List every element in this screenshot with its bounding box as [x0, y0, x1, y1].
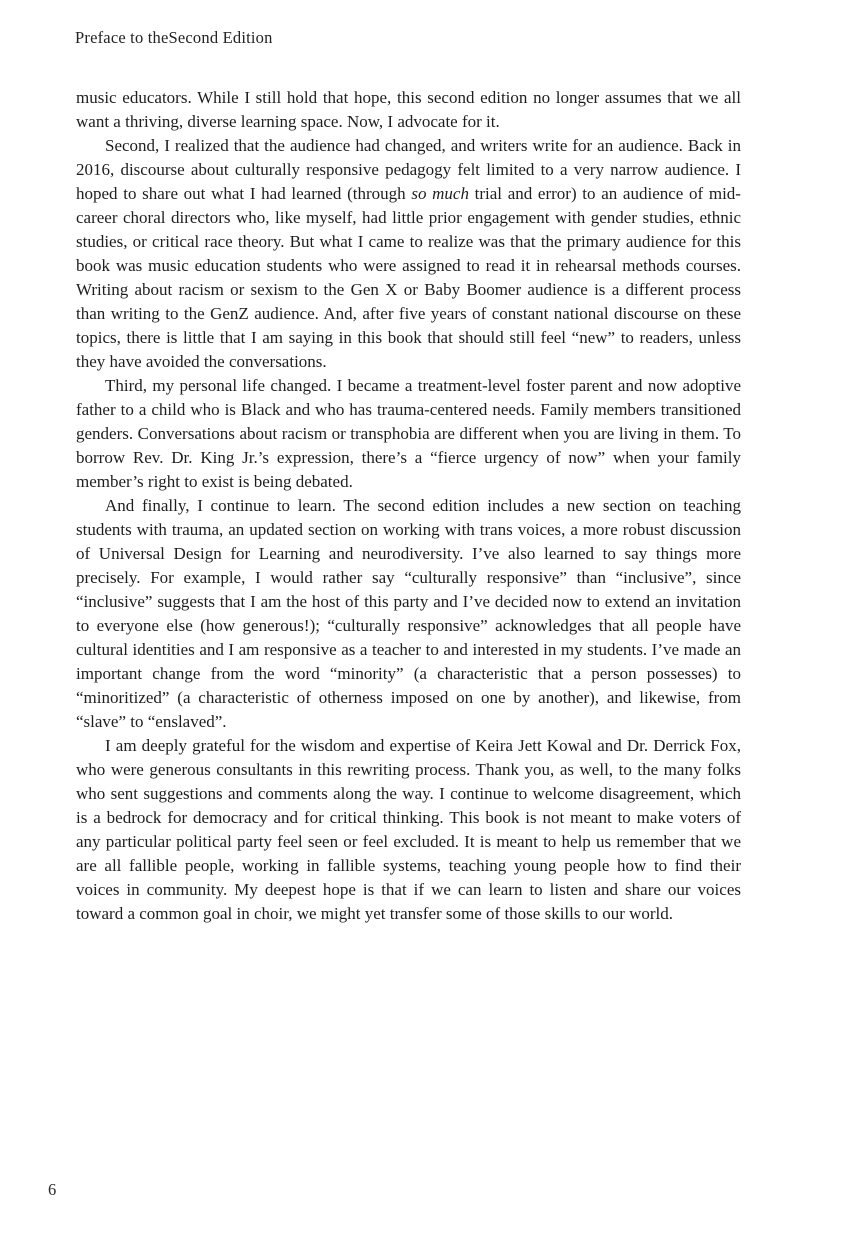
page-body: [76, 86, 741, 926]
paragraph-fourth: And finally, I continue to learn. The second edition includes a new section on teaching students with trauma, an updated section on working with trans voices, a more robust discussion of Universal Design for Learning and neurodiversity. I’ve also learned to say things more precisely. For example, I would rather say “culturally responsive” than “inclusive”, since “inclusive” suggests that I am the host of this party and I’ve decided now to extend an invitation to everyone else (how generous!); “culturally responsive” acknowledges that all people have cultural identities and I am responsive as a teacher to and interested in my students. I’ve made an important change from the word “minority” (a characteristic that a person possesses) to “minoritized” (a characteristic of otherness imposed on one by another), and likewise, from “slave” to “enslaved”.: [76, 496, 741, 731]
paragraph-second: [76, 134, 741, 374]
italic-phrase: so much: [411, 184, 469, 203]
paragraph-fifth: I am deeply grateful for the wisdom and expertise of Keira Jett Kowal and Dr. Derrick Fox, who were generous consultants in this rewriting process. Thank you, as well, to the many folks who sent suggestions and comments along the way. I continue to welcome disagreement, which is a bedrock for democracy and for critical thinking. This book is not meant to make voters of any particular political party feel seen or feel excluded. It is meant to help us remember that we are all fallible people, working in fallible systems, teaching young people how to find their voices in community. My deepest hope is that if we can learn to listen and share our voices toward a common goal in choir, we might yet transfer some of those skills to our world.: [76, 736, 741, 923]
paragraph-third: Third, my personal life changed. I became a treatment-level foster parent and now adoptive father to a child who is Black and who has trauma-centered needs. Family members transitioned genders. Conversations about racism or transphobia are different when you are living in them. To borrow Rev. Dr. King Jr.’s expression, there’s a “fierce urgency of now” when your family member’s right to exist is being debated.: [76, 376, 741, 491]
paragraph-continuation: music educators. While I still hold that hope, this second edition no longer assumes that we all want a thriving, diverse learning space. Now, I advocate for it.: [76, 88, 741, 131]
page-number: 6: [48, 1180, 57, 1199]
paragraph-text: Second, I realized that the audience had changed, and writers write for an audience. Back in 2016, discourse about culturally responsive pedagogy felt limited to a very narrow audience. I hoped to share out what I had learned (through: [76, 136, 741, 203]
running-header: Preface to theSecond Edition: [75, 28, 273, 47]
paragraph-text: trial and error) to an audience of mid-career choral directors who, like myself, had little prior engagement with gender studies, ethnic studies, or critical race theory. But what I came to realize was that the primary audience for this book was music education students who were assigned to read it in rehearsal methods courses. Writing about racism or sexism to the Gen X or Baby Boomer audience is a different process than writing to the GenZ audience. And, after five years of constant national discourse on these topics, there is little that I am saying in this book that should still feel “new” to readers, unless they have avoided the conversations.: [76, 184, 741, 371]
